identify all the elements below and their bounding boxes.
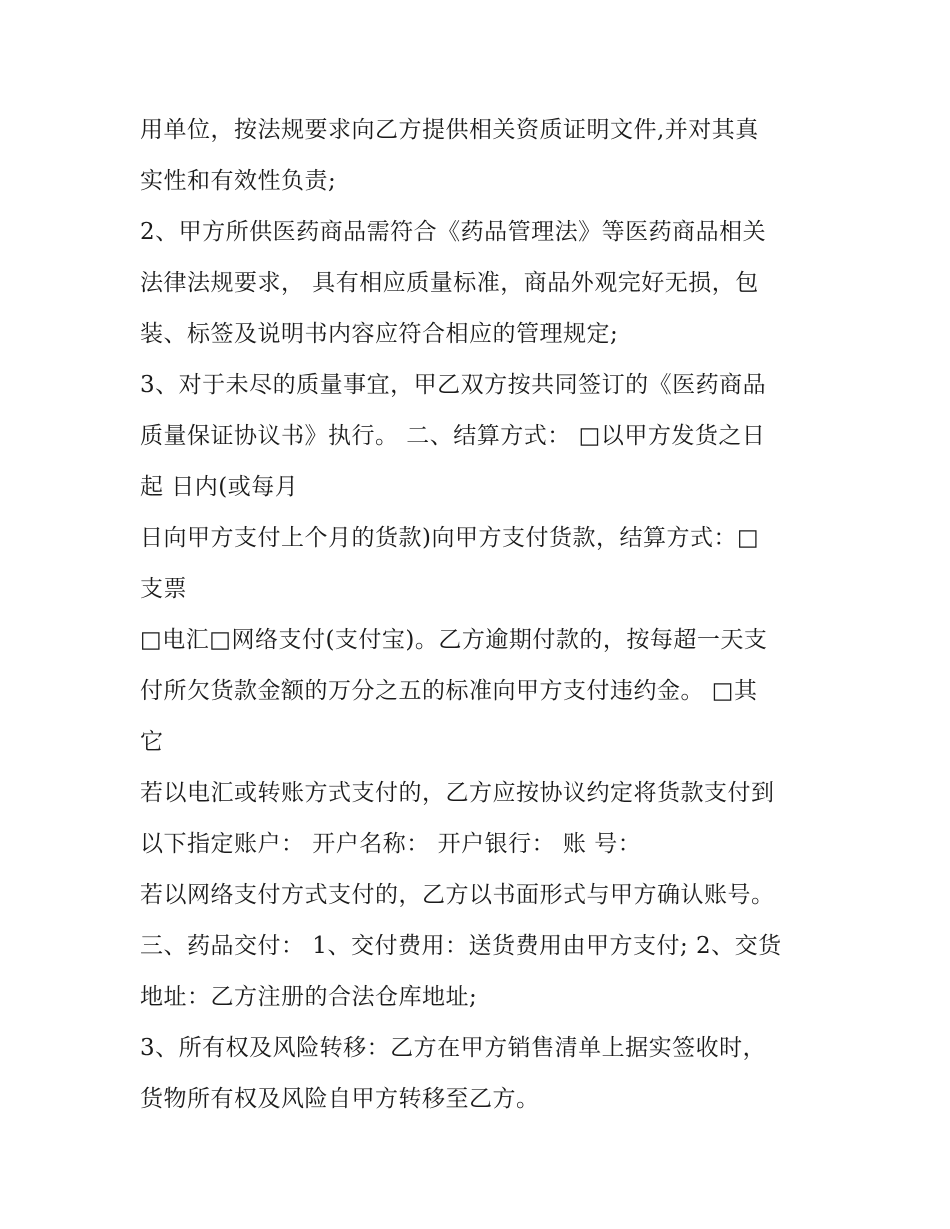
text-line-12: 付所欠货款金额的万分之五的标准向甲方支付违约金。 □其 bbox=[140, 678, 758, 704]
text-line-20: 货物所有权及风险自甲方转移至乙方。 bbox=[140, 1086, 540, 1112]
text-line-8: 起 日内(或每月 bbox=[140, 474, 299, 500]
text-line-3: 2、甲方所供医药商品需符合《药品管理法》等医药商品相关 bbox=[140, 219, 767, 245]
text-line-15: 以下指定账户： 开户名称： 开户银行： 账 号： bbox=[140, 831, 642, 857]
text-line-1: 用单位，按法规要求向乙方提供相关资质证明文件,并对其真 bbox=[140, 117, 759, 143]
text-line-13: 它 bbox=[140, 729, 164, 755]
text-line-11: □电汇□网络支付(支付宝)。乙方逾期付款的，按每超一天支 bbox=[140, 627, 768, 653]
text-line-14: 若以电汇或转账方式支付的，乙方应按协议约定将货款支付到 bbox=[140, 780, 775, 806]
text-line-6: 3、对于未尽的质量事宜，甲乙双方按共同签订的《医药商品 bbox=[140, 372, 767, 398]
text-line-2: 实性和有效性负责; bbox=[140, 168, 337, 194]
text-line-10: 支票 bbox=[140, 576, 187, 602]
text-line-4: 法律法规要求， 具有相应质量标准，商品外观完好无损，包 bbox=[140, 270, 759, 296]
document-body bbox=[140, 105, 830, 1125]
text-line-16: 若以网络支付方式支付的，乙方以书面形式与甲方确认账号。 bbox=[140, 882, 775, 908]
text-line-18: 地址：乙方注册的合法仓库地址; bbox=[140, 984, 478, 1010]
text-line-9: 日向甲方支付上个月的货款)向甲方支付货款，结算方式：□ bbox=[140, 525, 760, 551]
text-line-19: 3、所有权及风险转移：乙方在甲方销售清单上据实签收时， bbox=[140, 1035, 767, 1061]
text-line-7: 质量保证协议书》执行。 二、结算方式： □以甲方发货之日 bbox=[140, 423, 766, 449]
text-line-17: 三、药品交付： 1、交付费用：送货费用由甲方支付; 2、交货 bbox=[140, 933, 782, 959]
text-line-5: 装、标签及说明书内容应符合相应的管理规定; bbox=[140, 321, 619, 347]
